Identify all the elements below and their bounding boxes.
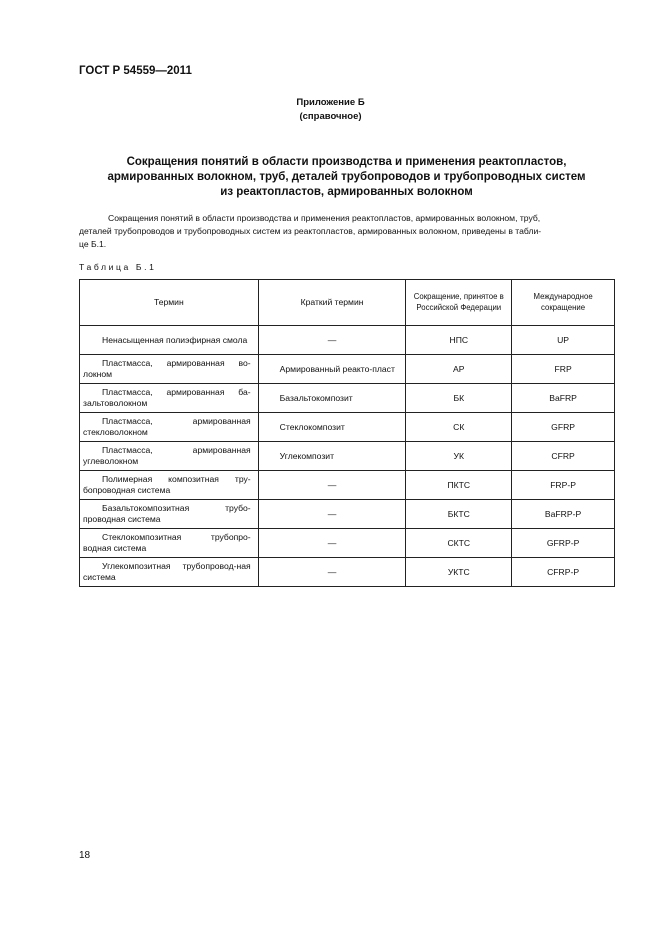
intro-line: деталей трубопроводов и трубопроводных систем из реактопластов, армированных волокном, приведены в табли- <box>79 226 542 236</box>
appendix-label: Приложение Б <box>296 97 365 108</box>
cell-term <box>80 500 259 529</box>
cell-abbr-ru: БК <box>406 384 512 413</box>
term-text: Пластмасса, армированная углеволокном <box>83 445 251 466</box>
cell-short-term: — <box>258 326 406 355</box>
cell-abbr-intl: GFRP <box>512 413 615 442</box>
cell-short-term: Базальтокомпозит <box>258 384 406 413</box>
section-title <box>79 155 614 200</box>
cell-short-term: Стеклокомпозит <box>258 413 406 442</box>
term-text: Базальтокомпозитная трубо-проводная система <box>83 503 251 524</box>
cell-abbr-ru: УКТС <box>406 558 512 587</box>
term-text: Пластмасса, армированная стекловолокном <box>83 416 251 437</box>
term-text: Ненасыщенная полиэфирная смола <box>102 334 248 345</box>
intro-line: Сокращения понятий в области производства и применения реактопластов, армированных волокном, труб, <box>108 213 541 223</box>
col-header-short: Краткий термин <box>258 280 406 326</box>
cell-term <box>80 442 259 471</box>
section-title-line: армированных волокном, труб, деталей трубопроводов и трубопроводных систем <box>107 171 586 183</box>
term-text: Пластмасса, армированная во-локном <box>83 358 251 379</box>
table-row <box>80 413 615 442</box>
table-row <box>80 500 615 529</box>
cell-abbr-intl: BaFRP <box>512 384 615 413</box>
cell-abbr-ru: БКТС <box>406 500 512 529</box>
intro-line: це Б.1. <box>79 239 107 249</box>
cell-abbr-intl: CFRP-P <box>512 558 615 587</box>
appendix-type: (справочное) <box>299 111 362 122</box>
cell-term <box>80 471 259 500</box>
cell-term <box>80 558 259 587</box>
table-row <box>80 529 615 558</box>
cell-abbr-ru: АР <box>406 355 512 384</box>
cell-abbr-ru: НПС <box>406 326 512 355</box>
table-row <box>80 471 615 500</box>
col-header-term: Термин <box>80 280 259 326</box>
term-text: Углекомпозитная трубопровод-ная система <box>83 561 251 582</box>
cell-abbr-ru: СКТС <box>406 529 512 558</box>
cell-term <box>80 413 259 442</box>
cell-term <box>80 326 259 355</box>
table-caption: Таблица Б.1 <box>79 262 157 272</box>
cell-abbr-intl: FRP <box>512 355 615 384</box>
cell-abbr-ru: УК <box>406 442 512 471</box>
cell-short-term: — <box>258 471 406 500</box>
document-id: ГОСТ Р 54559—2011 <box>79 65 192 77</box>
cell-abbr-intl: FRP-P <box>512 471 615 500</box>
term-text: Стеклокомпозитная трубопро-водная система <box>83 532 251 553</box>
cell-abbr-ru: СК <box>406 413 512 442</box>
page-number: 18 <box>79 850 91 861</box>
table-row <box>80 558 615 587</box>
table-row <box>80 442 615 471</box>
cell-short-term: — <box>258 529 406 558</box>
cell-abbr-intl: UP <box>512 326 615 355</box>
cell-term <box>80 384 259 413</box>
cell-term <box>80 355 259 384</box>
abbreviations-table <box>79 279 615 587</box>
term-text: Пластмасса, армированная ба-зальтоволокном <box>83 387 251 408</box>
cell-abbr-ru: ПКТС <box>406 471 512 500</box>
table-header-row <box>80 280 615 326</box>
cell-term <box>80 529 259 558</box>
col-header-abbr-intl: Международное сокращение <box>512 280 615 326</box>
cell-abbr-intl: CFRP <box>512 442 615 471</box>
cell-abbr-intl: GFRP-P <box>512 529 615 558</box>
cell-short-term: — <box>258 500 406 529</box>
table-row <box>80 326 615 355</box>
section-title-line: из реактопластов, армированных волокном <box>220 186 473 198</box>
col-header-abbr-ru: Сокращение, принятое в Российской Федерации <box>406 280 512 326</box>
cell-short-term: Армированный реакто-пласт <box>258 355 406 384</box>
table-row <box>80 384 615 413</box>
cell-abbr-intl: BaFRP-P <box>512 500 615 529</box>
table-row <box>80 355 615 384</box>
intro-paragraph <box>79 212 615 251</box>
section-title-line: Сокращения понятий в области производства и применения реактопластов, <box>126 156 567 168</box>
term-text: Полимерная композитная тру-бопроводная система <box>83 474 251 495</box>
cell-short-term: Углекомпозит <box>258 442 406 471</box>
cell-short-term: — <box>258 558 406 587</box>
